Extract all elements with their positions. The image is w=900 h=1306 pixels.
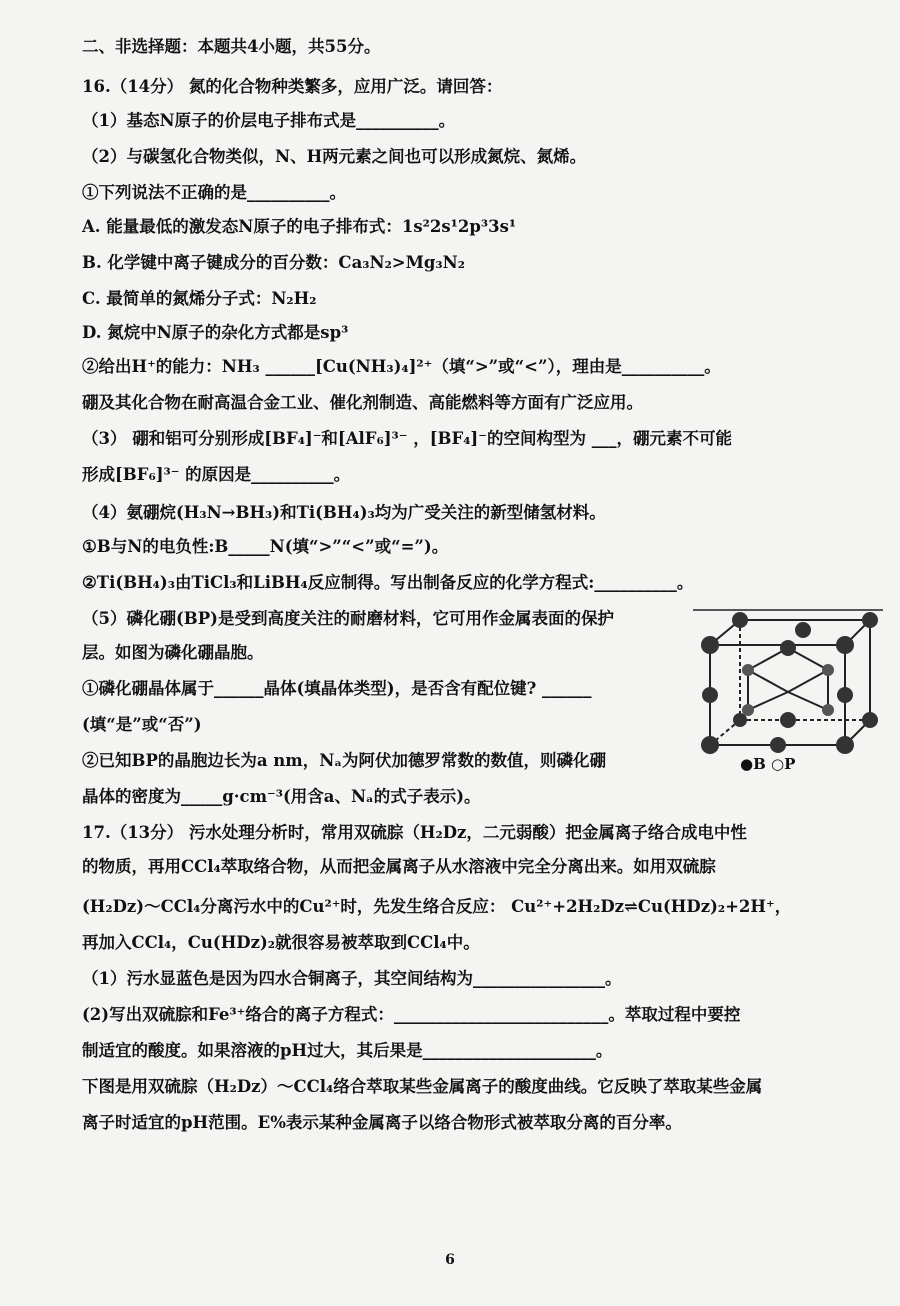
q16-option-c: C. 最简单的氮烯分子式：N₂H₂ [82, 289, 317, 308]
q16-part5-q1-line2: (填“是”或“否”) [82, 715, 202, 734]
q16-part2-q1: ①下列说法不正确的是__________。 [82, 183, 346, 202]
q17-intro-line3: (H₂Dz)～CCl₄分离污水中的Cu²⁺时，先发生络合反应： Cu²⁺+2H₂Dz⇌Cu(HDz)₂+2H⁺， [82, 897, 792, 916]
q16-part5-line2: 层。如图为磷化硼晶胞。 [82, 643, 264, 662]
q16-intro: 16.（14分） 氮的化合物种类繁多，应用广泛。请回答： [82, 77, 503, 96]
q16-part5-q2-line1: ②已知BP的晶胞边长为a nm，Nₐ为阿伏加德罗常数的数值，则磷化硼 [82, 751, 607, 770]
q16-boron-intro: 硼及其化合物在耐高温合金工业、催化剂制造、高能燃料等方面有广泛应用。 [82, 393, 643, 412]
q17-chart-intro-line1: 下图是用双硫腙（H₂Dz）～CCl₄络合萃取某些金属离子的酸度曲线。它反映了萃取某些金属 [82, 1077, 763, 1096]
q16-option-b: B. 化学键中离子键成分的百分数：Ca₃N₂>Mg₃N₂ [82, 253, 465, 272]
page-number: 6 [445, 1252, 455, 1268]
figure-legend: ●B ○P [740, 755, 796, 773]
q16-part5-line1: （5）磷化硼(BP)是受到高度关注的耐磨材料，它可用作金属表面的保护 [82, 609, 614, 628]
q17-chart-intro-line2: 离子时适宜的pH范围。E%表示某种金属离子以络合物形式被萃取分离的百分率。 [82, 1113, 682, 1132]
q16-part4: （4）氨硼烷(H₃N→BH₃)和Ti(BH₄)₃均为广受关注的新型储氢材料。 [82, 503, 606, 522]
q17-part2-line2: 制适宜的酸度。如果溶液的pH过大，其后果是_____________________。 [82, 1041, 613, 1060]
q17-part1: （1）污水显蓝色是因为四水合铜离子，其空间结构为________________。 [82, 969, 622, 988]
q16-part5-q2-line2: 晶体的密度为_____g·cm⁻³(用含a、Nₐ的式子表示)。 [82, 787, 481, 806]
q17-intro-line4: 再加入CCl₄，Cu(HDz)₂就很容易被萃取到CCl₄中。 [82, 933, 480, 952]
q17-intro-line1: 17.（13分） 污水处理分析时，常用双硫腙（H₂Dz，二元弱酸）把金属离子络合成电中性 [82, 823, 747, 842]
q16-option-a: A. 能量最低的激发态N原子的电子排布式：1s²2s¹2p³3s¹ [82, 217, 517, 236]
q16-part1: （1）基态N原子的价层电子排布式是__________。 [82, 111, 456, 130]
q17-part2-line1: (2)写出双硫腙和Fe³⁺络合的离子方程式：__________________________。萃取过程中要控 [82, 1005, 741, 1024]
q16-part3-line1: （3） 硼和铝可分别形成[BF₄]⁻和[AlF₆]³⁻ ，[BF₄]⁻的空间构型为 ___，硼元素不可能 [82, 429, 732, 448]
q16-part4-q2: ②Ti(BH₄)₃由TiCl₃和LiBH₄反应制得。写出制备反应的化学方程式:__________。 [82, 573, 694, 592]
q16-part3-line2: 形成[BF₆]³⁻ 的原因是__________。 [82, 465, 351, 484]
section-title: 二、非选择题：本题共4小题，共55分。 [82, 37, 381, 56]
q16-part4-q1: ①B与N的电负性:B_____N(填“>”“<”或“=”)。 [82, 537, 449, 556]
q16-option-d: D. 氮烷中N原子的杂化方式都是sp³ [82, 323, 349, 342]
q16-part5-q1-line1: ①磷化硼晶体属于______晶体(填晶体类型)，是否含有配位键? ______ [82, 679, 592, 698]
q16-part2: （2）与碳氢化合物类似，N、H两元素之间也可以形成氮烷、氮烯。 [82, 147, 587, 166]
q16-part2-q2: ②给出H⁺的能力：NH₃ ______[Cu(NH₃)₄]²⁺（填“>”或“<”），理由是__________。 [82, 357, 721, 376]
q17-intro-line2: 的物质，再用CCl₄萃取络合物，从而把金属离子从水溶液中完全分离出来。如用双硫腙 [82, 857, 716, 876]
